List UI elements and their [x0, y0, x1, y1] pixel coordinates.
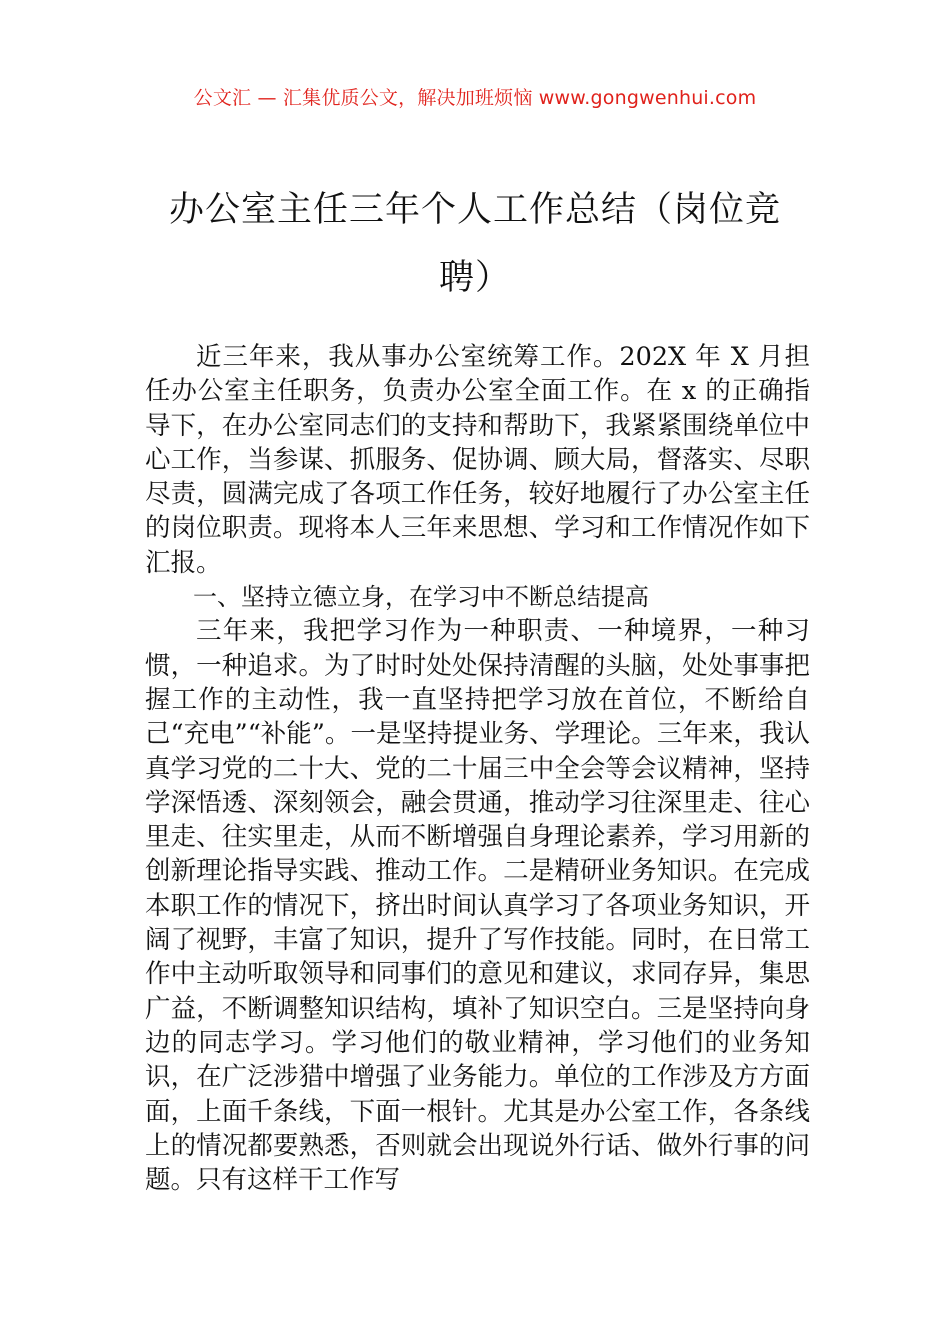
section-heading: 一、坚持立德立身，在学习中不断总结提高	[193, 583, 649, 612]
document-title: 办公室主任三年个人工作总结（岗位竞聘）	[168, 190, 781, 298]
intro-paragraph: 近三年来，我从事办公室统筹工作。202X 年 X 月担任办公室主任职务，负责办公室全面工作。在 x 的正确指导下，在办公室同志们的支持和帮助下，我紧紧围绕单位中心工作，当参谋、抓服务、促协调、顾大局，督落实、尽职尽责，圆满完成了各项工作任务，较好地履行了办公室主任的岗位职责。现将本人三年来思想、学习和工作情况作如下汇报。	[145, 342, 810, 578]
document-body	[145, 340, 810, 1197]
watermark-header: 公文汇 — 汇集优质公文，解决加班烦恼 www.gongwenhui.com	[193, 87, 757, 109]
body-paragraph: 三年来，我把学习作为一种职责、一种境界，一种习惯，一种追求。为了时时处处保持清醒的头脑，处处事事把握工作的主动性，我一直坚持把学习放在首位，不断给自己“充电”“补能”。一是坚持提业务、学理论。三年来，我认真学习党的二十大、党的二十届三中全会等会议精神，坚持学深悟透、深刻领会，融会贯通，推动学习往深里走、往心里走、往实里走，从而不断增强自身理论素养，学习用新的创新理论指导实践、推动工作。二是精研业务知识。在完成本职工作的情况下，挤出时间认真学习了各项业务知识，开阔了视野，丰富了知识，提升了写作技能。同时，在日常工作中主动听取领导和同事们的意见和建议，求同存异，集思广益，不断调整知识结构，填补了知识空白。三是坚持向身边的同志学习。学习他们的敬业精神，学习他们的业务知识，在广泛涉猎中增强了业务能力。单位的工作涉及方方面面，上面千条线，下面一根针。尤其是办公室工作，各条线上的情况都要熟悉，否则就会出现说外行话、做外行事的问题。只有这样干工作写	[145, 616, 810, 1196]
